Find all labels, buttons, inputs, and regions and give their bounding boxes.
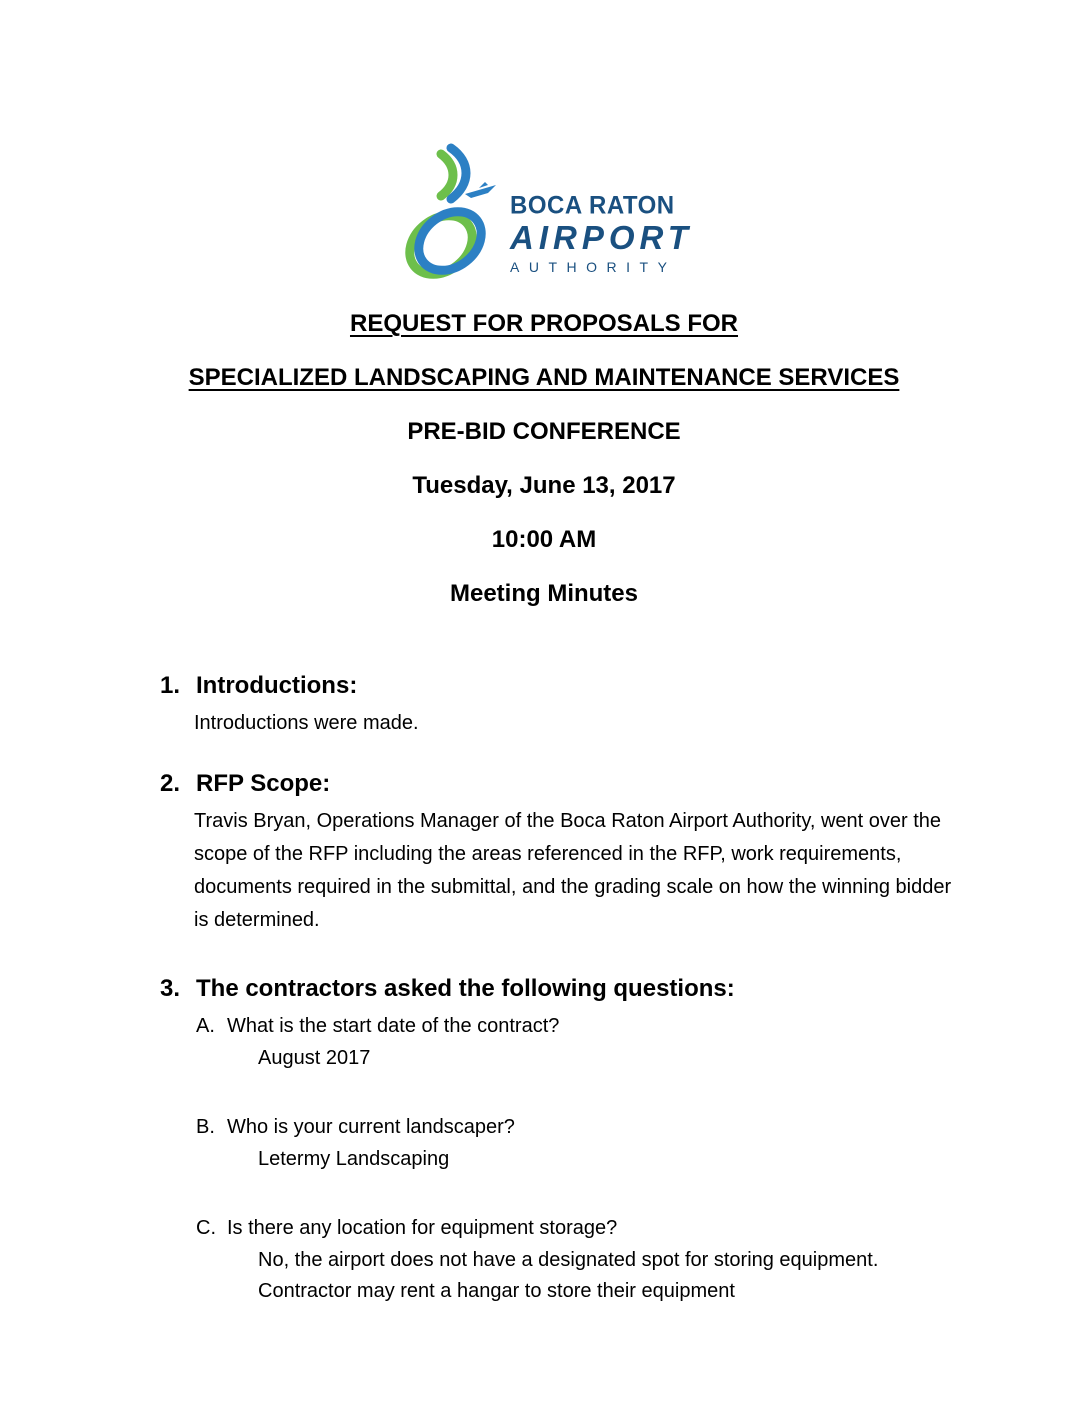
title-specialized-landscaping: SPECIALIZED LANDSCAPING AND MAINTENANCE SERVICES [188, 364, 900, 391]
question-letter: C. [196, 1217, 216, 1240]
question-item-c [196, 1213, 968, 1307]
title-request-for-proposals: REQUEST FOR PROPOSALS FOR [349, 310, 739, 337]
section-heading-text: Introductions: [196, 672, 358, 699]
question-letter: B. [196, 1116, 215, 1139]
question-item-a [196, 1011, 968, 1074]
section-number: 2. [160, 769, 181, 797]
section-heading [160, 672, 968, 701]
airplane-icon [465, 182, 496, 198]
answer-text: No, the airport does not have a designated spot for storing equipment. Contractor may rent a hangar to store their equipment [258, 1249, 879, 1303]
section-rfp-scope [160, 770, 968, 937]
section-introductions [160, 672, 968, 740]
section-contractor-questions [160, 975, 968, 1308]
question-list [196, 1011, 968, 1307]
title-pre-bid-conference: PRE-BID CONFERENCE [407, 418, 681, 445]
question-text: Is there any location for equipment storage? [227, 1217, 618, 1240]
question-row [196, 1011, 968, 1041]
answer-text: Letermy Landscaping [258, 1148, 450, 1171]
question-row [196, 1112, 968, 1142]
section-heading [160, 975, 968, 1004]
logo-swoosh-b-icon [395, 142, 500, 290]
logo-line-boca-raton: BOCA RATON [510, 191, 675, 220]
section-heading [160, 770, 968, 799]
title-block [0, 312, 1088, 606]
logo-line-authority: AUTHORITY [510, 259, 677, 275]
question-row [196, 1213, 968, 1243]
section-heading-text: RFP Scope: [196, 769, 331, 797]
minutes-body [0, 672, 1088, 1307]
title-time: 10:00 AM [491, 526, 597, 553]
boca-raton-airport-authority-logo [0, 0, 1088, 290]
section-number: 3. [160, 974, 181, 1002]
question-letter: A. [196, 1015, 215, 1038]
title-meeting-minutes: Meeting Minutes [449, 580, 638, 607]
question-text: What is the start date of the contract? [227, 1015, 560, 1038]
section-heading-text: The contractors asked the following questions: [196, 974, 735, 1002]
logo-wordmark [510, 191, 693, 275]
answer-text: August 2017 [258, 1047, 371, 1070]
logo-line-airport: AIRPORT [510, 219, 693, 256]
section-body-text: Introductions were made. [194, 711, 419, 734]
section-number: 1. [160, 672, 181, 699]
question-text: Who is your current landscaper? [227, 1116, 515, 1139]
section-body-text: Travis Bryan, Operations Manager of the Boca Raton Airport Authority, went over the scope of the RFP including the areas referenced in the RFP, work requirements, documents required in the submittal, and the grading scale on how the winning bidder is determined. [194, 809, 952, 931]
question-item-b [196, 1112, 968, 1175]
title-date: Tuesday, June 13, 2017 [412, 472, 676, 499]
